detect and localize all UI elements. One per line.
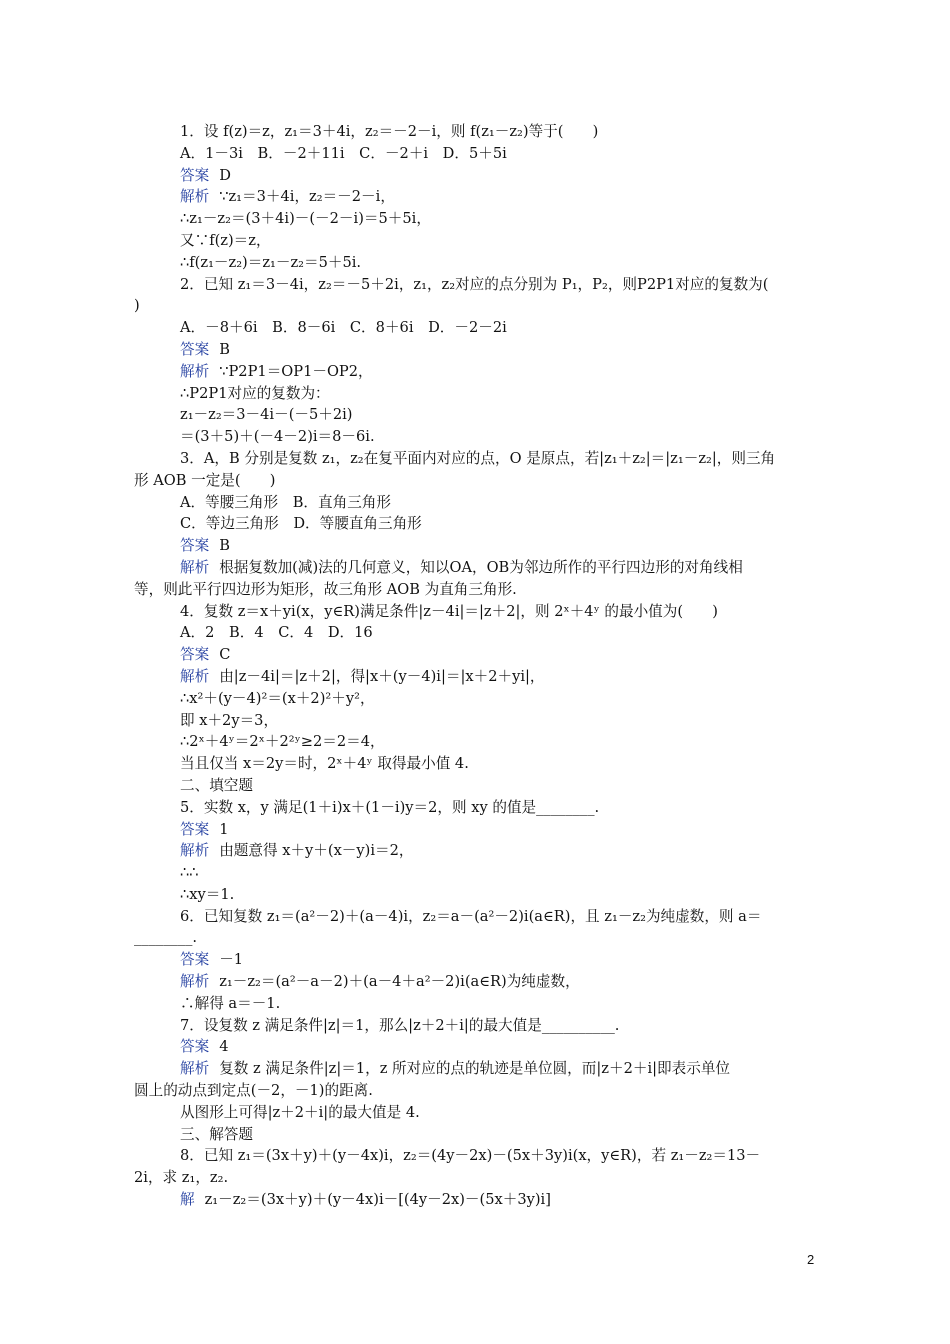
- answer-label: 解析: [180, 558, 210, 576]
- answer-label: 解析: [180, 842, 210, 860]
- document-body: [134, 121, 816, 1211]
- line-text: C．等边三角形 D．等腰直角三角形: [180, 515, 422, 533]
- text-line: [134, 927, 816, 949]
- line-text: A．等腰三角形 B．直角三角形: [180, 493, 391, 511]
- text-line: [134, 252, 816, 274]
- text-line: [134, 426, 816, 448]
- text-line: [134, 317, 816, 339]
- answer-label: 解析: [180, 362, 210, 380]
- text-line: [134, 404, 816, 426]
- text-line: [134, 1167, 816, 1189]
- answer-label: 答案: [180, 646, 210, 664]
- text-line: [134, 448, 816, 470]
- labeled-line: [134, 819, 816, 841]
- text-line: [134, 121, 816, 143]
- labeled-line: [134, 165, 816, 187]
- text-line: [134, 906, 816, 928]
- line-text: A．1－3i B．－2＋11i C．－2＋i D．5＋5i: [180, 144, 507, 162]
- line-text: 即 x＋2y＝3，: [180, 711, 279, 729]
- line-text: 1: [219, 820, 229, 838]
- text-line: [134, 753, 816, 775]
- text-line: [134, 274, 816, 296]
- answer-label: 答案: [180, 340, 210, 358]
- answer-label: 答案: [180, 166, 210, 184]
- labeled-line: [134, 361, 816, 383]
- line-text: 6．已知复数 z₁＝(a²－2)＋(a－4)i，z₂＝a－(a²－2)i(a∈R)，且 z₁－z₂为纯虚数，则 a＝: [180, 907, 762, 925]
- labeled-line: [134, 557, 816, 579]
- labeled-line: [134, 1189, 816, 1211]
- line-text: A．－8＋6i B．8－6i C．8＋6i D．－2－2i: [180, 319, 507, 337]
- line-text: B: [219, 537, 230, 555]
- line-text: ∵z₁＝3＋4i，z₂＝－2－i，: [219, 188, 395, 206]
- line-text: 2i，求 z₁，z₂.: [134, 1169, 229, 1187]
- line-text: ): [134, 297, 140, 315]
- labeled-line: [134, 644, 816, 666]
- line-text: 3．A，B 分别是复数 z₁，z₂在复平面内对应的点，O 是原点，若|z₁＋z₂|＝|z₁－z₂|，则三角: [180, 449, 776, 467]
- text-line: [134, 230, 816, 252]
- text-line: [134, 470, 816, 492]
- text-line: [134, 579, 816, 601]
- line-text: A．2 B．4 C．4 D．16: [180, 624, 373, 642]
- line-text: 形 AOB 一定是( ): [134, 471, 276, 489]
- line-text: 二、填空题: [180, 776, 253, 794]
- answer-label: 答案: [180, 951, 210, 969]
- line-text: 圆上的动点到定点(－2，－1)的距离.: [134, 1082, 373, 1100]
- labeled-line: [134, 1036, 816, 1058]
- line-text: 4．复数 z＝x＋yi(x，y∈R)满足条件|z－4i|＝|z＋2|，则 2ˣ＋4ʸ 的最小值为( ): [180, 602, 718, 620]
- line-text: ＝(3＋5)＋(－4－2)i＝8－6i.: [180, 428, 375, 446]
- line-text: z₁－z₂＝(3x＋y)＋(y－4x)i－[(4y－2x)－(5x＋3y)i]: [204, 1191, 551, 1209]
- text-line: [134, 993, 816, 1015]
- text-line: [134, 862, 816, 884]
- text-line: [134, 622, 816, 644]
- answer-label: 解析: [180, 973, 210, 991]
- line-text: 三、解答题: [180, 1125, 253, 1143]
- text-line: [134, 1145, 816, 1167]
- text-line: [134, 601, 816, 623]
- answer-label: 解析: [180, 1060, 210, 1078]
- answer-label: 答案: [180, 537, 210, 555]
- line-text: ∴xy＝1.: [180, 885, 235, 903]
- line-text: 1．设 f(z)＝z，z₁＝3＋4i，z₂＝－2－i，则 f(z₁－z₂)等于( ): [180, 123, 599, 140]
- line-text: D: [219, 166, 231, 184]
- line-text: ∴x²＋(y－4)²＝(x＋2)²＋y²，: [180, 689, 375, 707]
- line-text: 根据复数加(减)法的几何意义，知以OA，OB为邻边所作的平行四边形的对角线相: [219, 558, 743, 576]
- labeled-line: [134, 949, 816, 971]
- line-text: 由|z－4i|＝|z＋2|，得|x＋(y－4)i|＝|x＋2＋yi|，: [219, 667, 545, 685]
- answer-label: 解: [180, 1191, 195, 1209]
- line-text: 又∵f(z)＝z，: [180, 231, 271, 249]
- labeled-line: [134, 339, 816, 361]
- line-text: 8．已知 z₁＝(3x＋y)＋(y－4x)i，z₂＝(4y－2x)－(5x＋3y)i(x，y∈R)，若 z₁－z₂＝13－: [180, 1147, 761, 1165]
- line-text: z₁－z₂＝(a²－a－2)＋(a－4＋a²－2)i(a∈R)为纯虚数，: [219, 973, 580, 991]
- answer-label: 解析: [180, 667, 210, 685]
- line-text: 2．已知 z₁＝3－4i，z₂＝－5＋2i，z₁，z₂对应的点分别为 P₁，P₂，则P2P1对应的复数为(: [180, 275, 769, 293]
- text-line: [134, 731, 816, 753]
- text-line: [134, 1080, 816, 1102]
- text-line: [134, 710, 816, 732]
- line-text: ∴∴: [180, 864, 199, 882]
- line-text: 7．设复数 z 满足条件|z|＝1，那么|z＋2＋i|的最大值是__________.: [180, 1016, 620, 1034]
- page-number: 2: [807, 1252, 815, 1267]
- text-line: [134, 513, 816, 535]
- text-line: [134, 1124, 816, 1146]
- line-text: ∴f(z₁－z₂)＝z₁－z₂＝5＋5i.: [180, 253, 362, 271]
- text-line: [134, 688, 816, 710]
- line-text: ∴z₁－z₂＝(3＋4i)－(－2－i)＝5＋5i，: [180, 210, 431, 228]
- line-text: B: [219, 340, 230, 358]
- labeled-line: [134, 971, 816, 993]
- line-text: 从图形上可得|z＋2＋i|的最大值是 4.: [180, 1103, 420, 1121]
- answer-label: 答案: [180, 820, 210, 838]
- line-text: 当且仅当 x＝2y＝时，2ˣ＋4ʸ 取得最小值 4.: [180, 755, 469, 773]
- text-line: [134, 383, 816, 405]
- line-text: z₁－z₂＝3－4i－(－5＋2i): [180, 406, 353, 424]
- text-line: [134, 143, 816, 165]
- answer-label: 答案: [180, 1038, 210, 1056]
- text-line: [134, 295, 816, 317]
- text-line: [134, 1102, 816, 1124]
- labeled-line: [134, 840, 816, 862]
- line-text: 5．实数 x，y 满足(1＋i)x＋(1－i)y＝2，则 xy 的值是________.: [180, 798, 600, 816]
- text-line: [134, 775, 816, 797]
- text-line: [134, 492, 816, 514]
- labeled-line: [134, 535, 816, 557]
- text-line: [134, 797, 816, 819]
- answer-label: 解析: [180, 188, 210, 206]
- text-line: [134, 1015, 816, 1037]
- line-text: ∴P2P1对应的复数为：: [180, 384, 330, 402]
- labeled-line: [134, 1058, 816, 1080]
- line-text: 等，则此平行四边形为矩形，故三角形 AOB 为直角三角形.: [134, 580, 517, 598]
- line-text: 4: [219, 1038, 229, 1056]
- line-text: －1: [219, 951, 244, 969]
- labeled-line: [134, 666, 816, 688]
- labeled-line: [134, 186, 816, 208]
- line-text: 由题意得 x＋y＋(x－y)i＝2，: [219, 842, 414, 860]
- text-line: [134, 884, 816, 906]
- line-text: ∴解得 a＝－1.: [180, 994, 281, 1012]
- text-line: [134, 208, 816, 230]
- line-text: ________.: [134, 929, 198, 947]
- line-text: C: [219, 646, 231, 664]
- line-text: ∴2ˣ＋4ʸ＝2ˣ＋2²ʸ≥2＝2＝4，: [180, 733, 385, 751]
- line-text: 复数 z 满足条件|z|＝1，z 所对应的点的轨迹是单位圆，而|z＋2＋i|即表示单位: [219, 1060, 731, 1078]
- line-text: ∵P2P1＝OP1－OP2，: [219, 362, 373, 380]
